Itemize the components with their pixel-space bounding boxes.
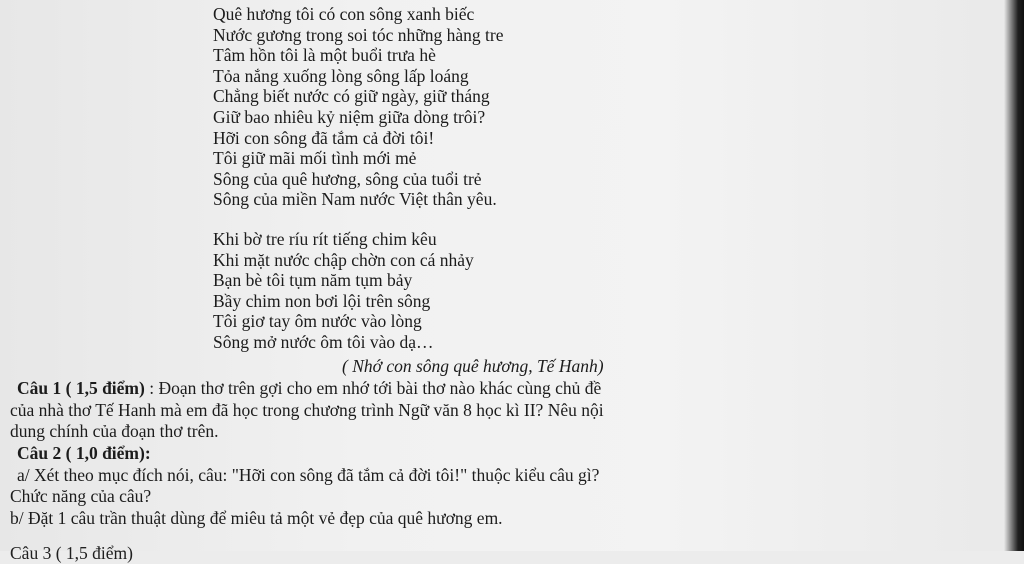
poem-stanza-1 (213, 4, 503, 210)
question-1-line-2: của nhà thơ Tế Hanh mà em đã học trong chương trình Ngữ văn 8 học kì II? Nêu nội (10, 399, 604, 420)
poem-line: Quê hương tôi có con sông xanh biếc (213, 4, 475, 24)
question-2b: b/ Đặt 1 câu trần thuật dùng để miêu tả một vẻ đẹp của quê hương em. (10, 508, 503, 529)
poem-line: Sông mở nước ôm tôi vào dạ… (213, 331, 434, 352)
poem-line: Nước gương trong soi tóc những hàng tre (213, 24, 504, 45)
poem-line: Tôi giữ mãi mối tình mới mẻ (213, 148, 417, 169)
poem-line: Sông của quê hương, sông của tuổi trẻ (213, 168, 482, 189)
question-2a-line-1: a/ Xét theo mục đích nói, câu: "Hỡi con sông đã tắm cả đời tôi!" thuộc kiểu câu gì? (17, 464, 600, 485)
question-2a-line-2: Chức năng của câu? (10, 486, 152, 507)
question-1-heading: Câu 1 ( 1,5 điểm) (17, 378, 145, 398)
poem-line: Khi mặt nước chập chờn con cá nhảy (213, 249, 474, 270)
scan-shadow-edge (1004, 0, 1024, 551)
poem-line: Bạn bè tôi tụm năm tụm bảy (213, 270, 413, 291)
poem-line: Giữ bao nhiêu kỷ niệm giữa dòng trôi? (213, 106, 486, 127)
question-1-text: : Đoạn thơ trên gợi cho em nhớ tới bài thơ nào khác cùng chủ đề (144, 378, 602, 398)
poem-line: Khi bờ tre ríu rít tiếng chim kêu (213, 229, 437, 249)
poem-line: Tôi giơ tay ôm nước vào lòng (213, 311, 422, 332)
question-section (10, 378, 880, 530)
poem-line: Sông của miền Nam nước Việt thân yêu. (213, 189, 497, 210)
poem-line: Tâm hồn tôi là một buổi trưa hè (213, 45, 436, 66)
poem-attribution: ( Nhớ con sông quê hương, Tế Hanh) (342, 356, 604, 376)
question-1-line-1 (10, 378, 880, 400)
poem-line: Tỏa nắng xuống lòng sông lấp loáng (213, 65, 469, 86)
poem-stanza-2 (213, 229, 474, 353)
question-1-line-3: dung chính của đoạn thơ trên. (10, 421, 219, 442)
poem-line: Chẳng biết nước có giữ ngày, giữ tháng (213, 86, 490, 107)
question-2-heading: Câu 2 ( 1,0 điểm): (17, 443, 151, 464)
poem-line: Bầy chim non bơi lội trên sông (213, 290, 431, 311)
question-3-heading-cut-off: Câu 3 ( 1,5 điểm) (10, 543, 133, 563)
poem-line: Hỡi con sông đã tắm cả đời tôi! (213, 127, 435, 148)
